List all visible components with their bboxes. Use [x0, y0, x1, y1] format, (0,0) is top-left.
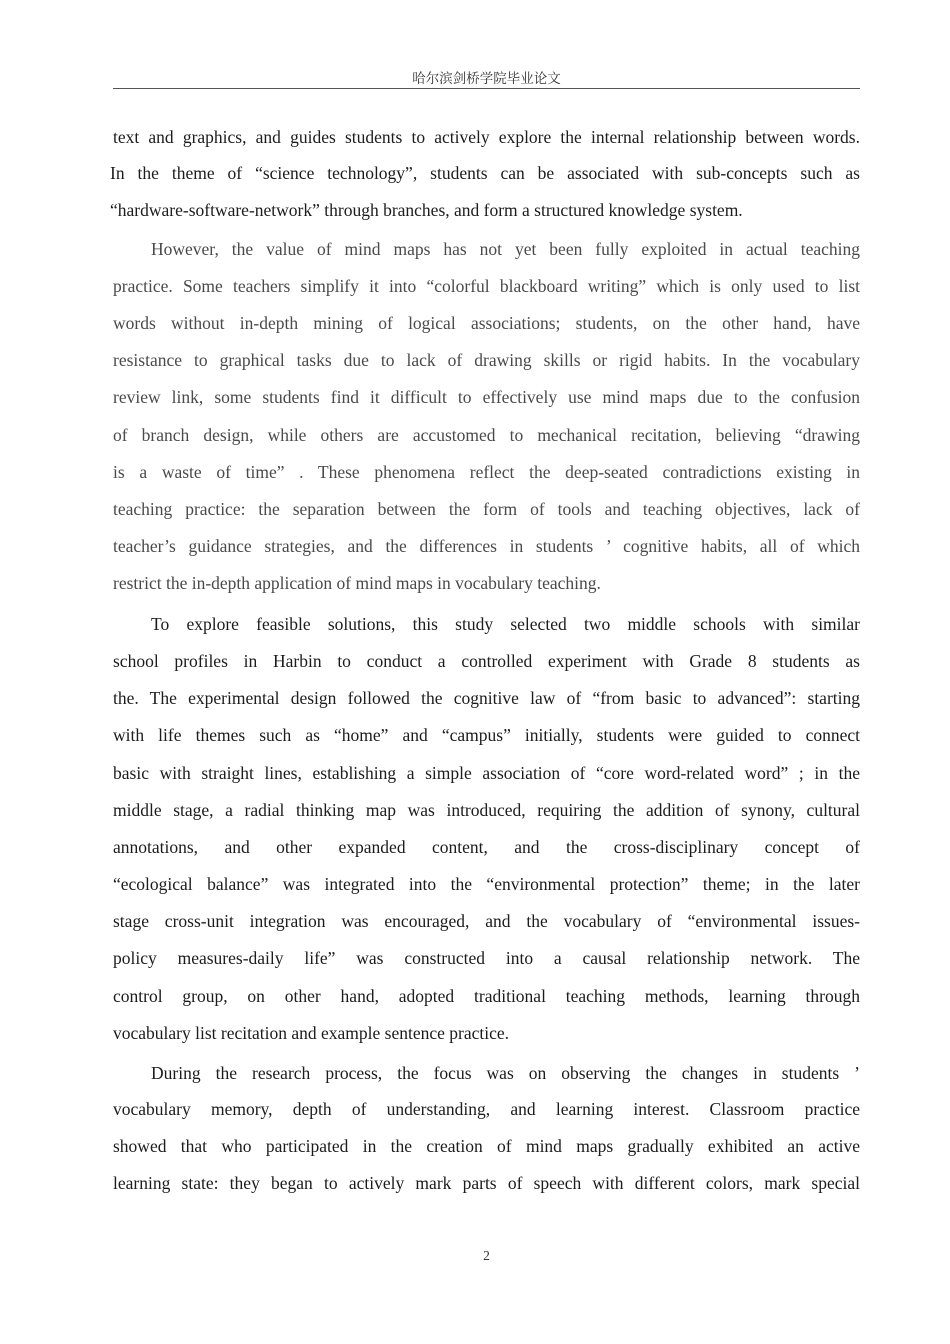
text-line: However, the value of mind maps has not yet been fully exploited in actual teaching [151, 239, 860, 259]
text-line: annotations, and other expanded content, and the cross-disciplinary concept of [113, 837, 860, 857]
text-line: showed that who participated in the creation of mind maps gradually exhibited an active [113, 1136, 860, 1156]
text-line: vocabulary memory, depth of understanding, and learning interest. Classroom practice [113, 1099, 860, 1119]
text-line: school profiles in Harbin to conduct a controlled experiment with Grade 8 students as [113, 651, 860, 671]
text-line: vocabulary list recitation and example sentence practice. [113, 1023, 509, 1043]
text-line: To explore feasible solutions, this study selected two middle schools with similar [151, 614, 860, 634]
header-divider [113, 88, 860, 89]
text-line: restrict the in-depth application of mind maps in vocabulary teaching. [113, 573, 601, 593]
text-line: stage cross-unit integration was encouraged, and the vocabulary of “environmental issues- [113, 911, 860, 931]
text-line: “ecological balance” was integrated into the “environmental protection” theme; in the later [113, 874, 860, 894]
running-header: 哈尔滨剑桥学院毕业论文 [412, 71, 561, 86]
text-line: the. The experimental design followed the cognitive law of “from basic to advanced”: starting [113, 688, 860, 708]
text-line: teaching practice: the separation between the form of tools and teaching objectives, lack of [113, 499, 860, 519]
text-line: learning state: they began to actively mark parts of speech with different colors, mark special [113, 1173, 860, 1193]
text-line: with life themes such as “home” and “campus” initially, students were guided to connect [113, 725, 860, 745]
text-line: “hardware-software-network” through branches, and form a structured knowledge system. [110, 200, 743, 220]
text-line: words without in-depth mining of logical associations; students, on the other hand, have [113, 313, 860, 333]
text-line: review link, some students find it difficult to effectively use mind maps due to the confusion [113, 387, 860, 407]
text-line: practice. Some teachers simplify it into “colorful blackboard writing” which is only used to list [113, 276, 860, 296]
text-line: basic with straight lines, establishing a simple association of “core word-related word” ; in the [113, 763, 860, 783]
text-line: is a waste of time” . These phenomena reflect the deep-seated contradictions existing in [113, 462, 860, 482]
text-line: During the research process, the focus was on observing the changes in students ’ [151, 1063, 860, 1083]
text-line: text and graphics, and guides students to actively explore the internal relationship between words. [113, 127, 860, 147]
text-line: teacher’s guidance strategies, and the differences in students ’ cognitive habits, all of which [113, 536, 860, 556]
text-line: of branch design, while others are accustomed to mechanical recitation, believing “drawing [113, 425, 860, 445]
text-line: In the theme of “science technology”, students can be associated with sub-concepts such as [110, 163, 860, 183]
page-number: 2 [483, 1248, 490, 1263]
text-line: policy measures-daily life” was constructed into a causal relationship network. The [113, 948, 860, 968]
text-line: control group, on other hand, adopted traditional teaching methods, learning through [113, 986, 860, 1006]
text-line: resistance to graphical tasks due to lack of drawing skills or rigid habits. In the vocabulary [113, 350, 860, 370]
text-line: middle stage, a radial thinking map was introduced, requiring the addition of synony, cultural [113, 800, 860, 820]
